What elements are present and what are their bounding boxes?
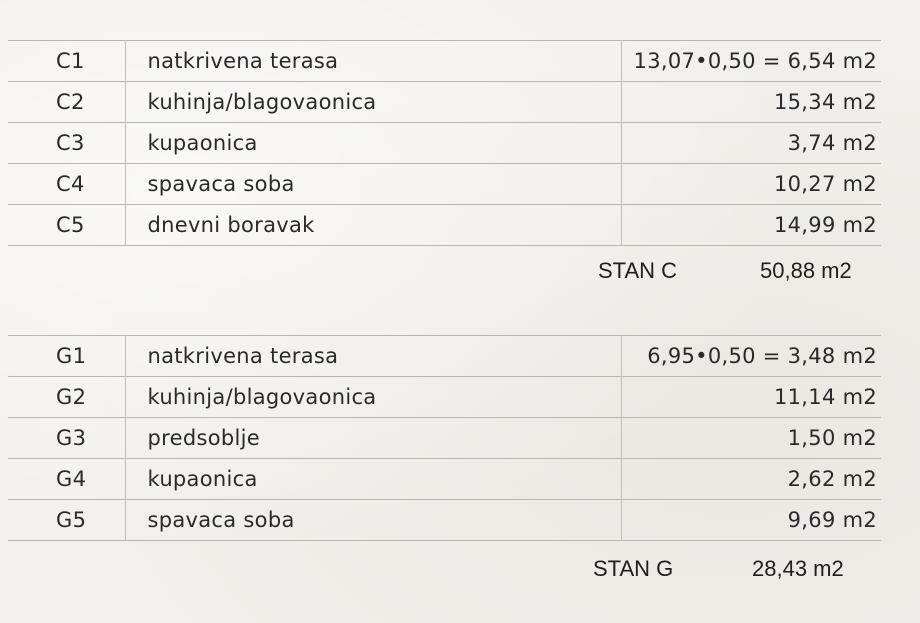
room-name: spavaca soba <box>125 164 621 205</box>
room-code: G2 <box>8 377 125 418</box>
room-code: G5 <box>8 500 125 541</box>
room-name: kupaonica <box>125 123 621 164</box>
apartment-total-value: 50,88 m2 <box>760 258 852 283</box>
room-area: 14,99 m2 <box>773 213 877 237</box>
apartment-total-label: STAN G <box>593 556 674 581</box>
room-code: C4 <box>8 164 125 205</box>
room-code: C1 <box>8 41 125 82</box>
room-area: 3,74 m2 <box>787 131 877 155</box>
room-table-stan-g <box>8 335 881 541</box>
room-area: 9,69 m2 <box>787 508 877 532</box>
table-row <box>8 418 881 459</box>
table-row <box>8 377 881 418</box>
table-row <box>8 205 881 246</box>
table-row <box>8 41 881 82</box>
room-area: 2,62 m2 <box>787 467 877 491</box>
room-name: natkrivena terasa <box>125 336 621 377</box>
table-row <box>8 459 881 500</box>
room-name: kuhinja/blagovaonica <box>125 377 621 418</box>
room-name: kupaonica <box>125 459 621 500</box>
room-area: 1,50 m2 <box>787 426 877 450</box>
apartment-total-label: STAN C <box>598 258 678 283</box>
room-code: G3 <box>8 418 125 459</box>
room-code: G4 <box>8 459 125 500</box>
room-name: natkrivena terasa <box>125 41 621 82</box>
table-row <box>8 82 881 123</box>
room-area: 13,07•0,50 = 6,54 m2 <box>633 49 877 73</box>
room-area: 6,95•0,50 = 3,48 m2 <box>647 344 877 368</box>
table-row <box>8 500 881 541</box>
room-area: 10,27 m2 <box>773 172 877 196</box>
room-name: dnevni boravak <box>125 205 621 246</box>
table-row <box>8 336 881 377</box>
room-code: C5 <box>8 205 125 246</box>
room-code: C2 <box>8 82 125 123</box>
table-row <box>8 164 881 205</box>
room-table-stan-c <box>8 40 881 246</box>
room-code: G1 <box>8 336 125 377</box>
room-name: kuhinja/blagovaonica <box>125 82 621 123</box>
table-row <box>8 123 881 164</box>
room-code: C3 <box>8 123 125 164</box>
room-area: 15,34 m2 <box>773 90 877 114</box>
room-area: 11,14 m2 <box>773 385 877 409</box>
apartment-total-value: 28,43 m2 <box>752 556 844 581</box>
room-name: predsoblje <box>125 418 621 459</box>
room-name: spavaca soba <box>125 500 621 541</box>
